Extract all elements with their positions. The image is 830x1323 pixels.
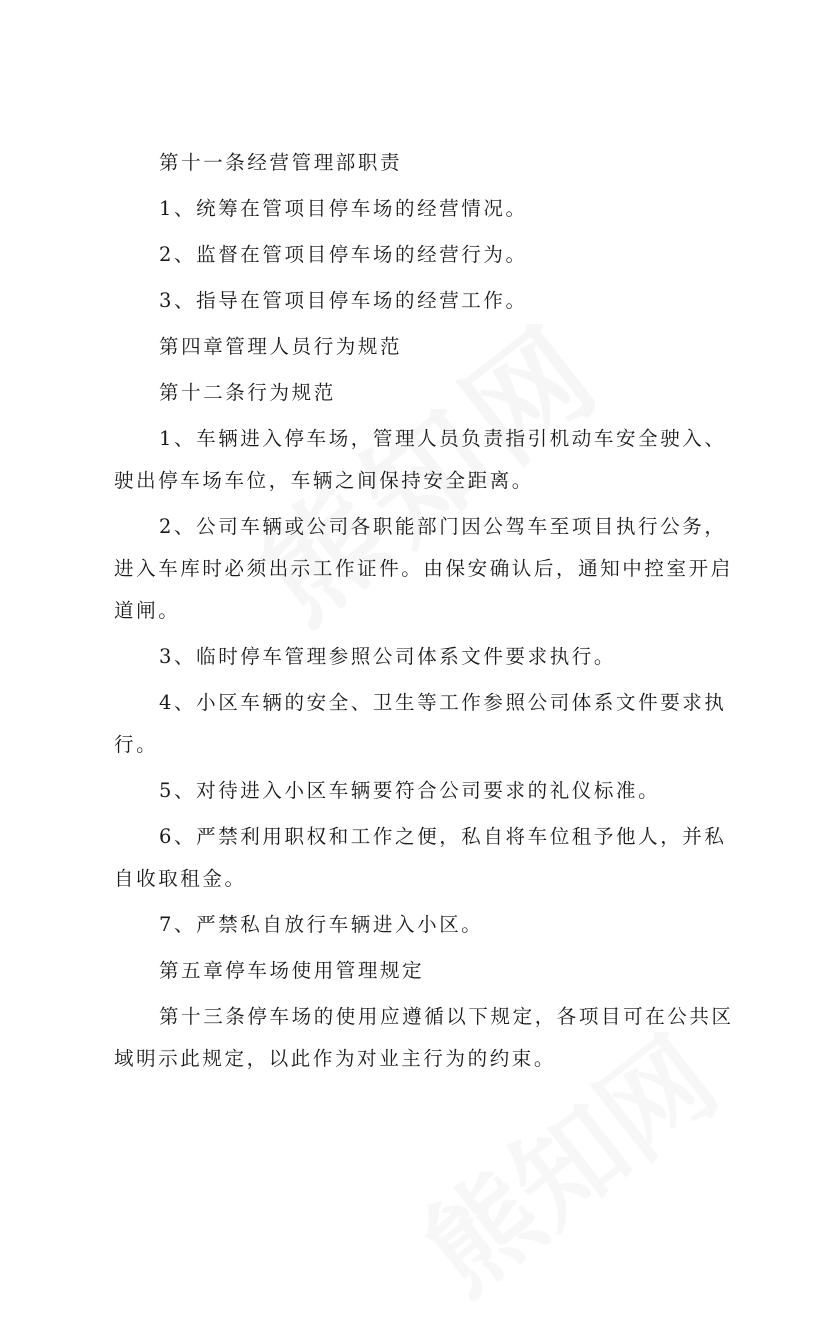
list-item: 7、严禁私自放行车辆进入小区。 <box>159 913 484 936</box>
document-body <box>114 142 744 1084</box>
section-heading: 第十三条停车场的使用应遵循以下规定，各项目可在公共区域明示此规定，以此作为对业主行为的约束。 <box>114 1005 734 1070</box>
chapter-heading: 第五章停车场使用管理规定 <box>159 959 425 982</box>
chapter-heading: 第四章管理人员行为规范 <box>159 335 403 358</box>
list-item: 4、小区车辆的安全、卫生等工作参照公司体系文件要求执行。 <box>114 691 727 756</box>
list-item: 5、对待进入小区车辆要符合公司要求的礼仪标准。 <box>159 779 661 802</box>
list-item: 2、公司车辆或公司各职能部门因公驾车至项目执行公务， 进入车库时必须出示工作证件。由保安确认后，通知中控室开启道闸。 <box>114 515 733 622</box>
list-item: 1、车辆进入停车场，管理人员负责指引机动车安全驶入、驶出停车场车位，车辆之间保持安全距离。 <box>114 427 727 492</box>
list-item: 2、监督在管项目停车场的经营行为。 <box>159 243 528 266</box>
section-heading: 第十二条行为规范 <box>159 381 336 404</box>
list-item: 6、严禁利用职权和工作之便，私自将车位租予他人，并私自收取租金。 <box>114 825 727 890</box>
list-item: 1、统筹在管项目停车场的经营情况。 <box>159 197 528 220</box>
section-heading: 第十一条经营管理部职责 <box>159 151 403 174</box>
list-item: 3、指导在管项目停车场的经营工作。 <box>159 289 528 312</box>
list-item: 3、临时停车管理参照公司体系文件要求执行。 <box>159 645 617 668</box>
